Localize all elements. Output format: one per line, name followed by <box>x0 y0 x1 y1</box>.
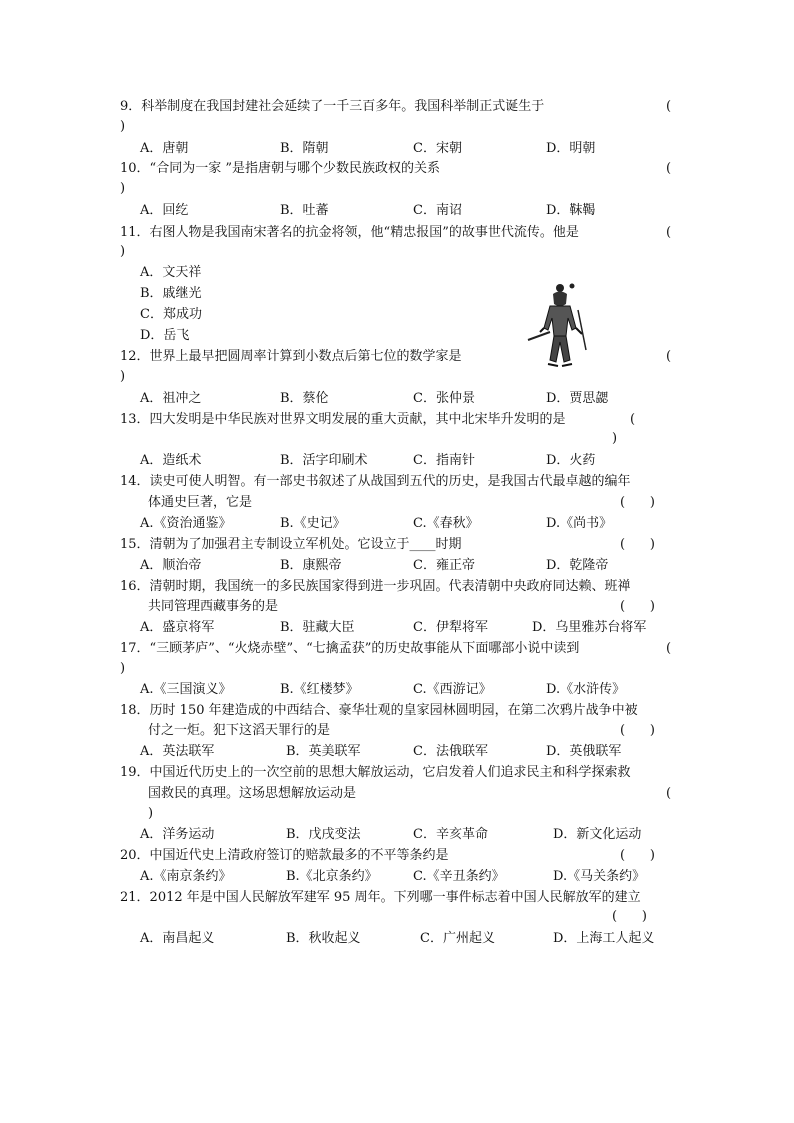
question-19-continued: 国救民的真理。这场思想解放运动是 <box>148 786 357 801</box>
answer-paren: ( ) <box>620 848 655 863</box>
question-15: 15．清朝为了加强君主专制设立军机处。它设立于____时期 <box>120 537 462 552</box>
option-b: B．活字印刷术 <box>280 453 368 468</box>
answer-paren-close: ) <box>120 119 126 134</box>
option-a: A．祖冲之 <box>140 391 202 406</box>
option-b: B．驻藏大臣 <box>280 620 355 635</box>
answer-paren-open: ( <box>666 786 672 801</box>
question-16: 16．清朝时期，我国统一的多民族国家得到进一步巩固。代表清朝中央政府同达赖、班禅 <box>120 579 631 594</box>
option-d: D．火药 <box>546 453 596 468</box>
option-a: A.《南京条约》 <box>140 869 232 884</box>
answer-paren-close: ) <box>120 661 126 676</box>
answer-paren-open: ( <box>666 641 672 656</box>
answer-paren: ( ) <box>620 495 655 510</box>
answer-paren: ( ) <box>620 723 655 738</box>
option-d: D．上海工人起义 <box>553 931 655 946</box>
answer-paren-close: ) <box>148 806 154 821</box>
question-13: 13．四大发明是中华民族对世界文明发展的重大贡献，其中北宋毕升发明的是 <box>120 412 566 427</box>
option-c: C．郑成功 <box>140 307 202 322</box>
option-a: A．洋务运动 <box>140 827 215 842</box>
option-c: C．广州起义 <box>420 931 495 946</box>
question-16-continued: 共同管理西藏事务的是 <box>148 599 279 614</box>
answer-paren-open: ( <box>666 99 672 114</box>
question-11: 11．右图人物是我国南宋著名的抗金将领，他“精忠报国”的故事世代流传。他是 <box>120 225 579 240</box>
option-b: B．戊戌变法 <box>286 827 361 842</box>
option-a: A．南昌起义 <box>140 931 215 946</box>
option-c: C.《辛丑条约》 <box>413 869 505 884</box>
answer-paren-close: ) <box>120 181 126 196</box>
answer-paren-close: ) <box>120 369 126 384</box>
option-d: D．乾隆帝 <box>546 558 609 573</box>
answer-paren-open: ( <box>630 412 636 427</box>
answer-paren-close: ) <box>612 431 618 446</box>
option-b: B．秋收起义 <box>286 931 361 946</box>
option-d: D.《水浒传》 <box>546 682 626 697</box>
option-a: A．文天祥 <box>140 265 202 280</box>
option-c: C.《春秋》 <box>413 516 479 531</box>
option-b: B．隋朝 <box>280 141 329 156</box>
answer-paren-open: ( <box>666 161 672 176</box>
answer-paren-close: ) <box>120 244 126 259</box>
option-d: D．靺鞨 <box>546 203 596 218</box>
option-b: B.《史记》 <box>280 516 346 531</box>
option-b: B．康熙帝 <box>280 558 342 573</box>
option-a: A．唐朝 <box>140 141 189 156</box>
option-b: B．戚继光 <box>140 286 202 301</box>
answer-paren: ( ) <box>612 909 647 924</box>
option-a: A．回纥 <box>140 203 189 218</box>
answer-paren-open: ( <box>666 225 672 240</box>
option-d: D．岳飞 <box>140 328 190 343</box>
option-d: D.《尚书》 <box>546 516 613 531</box>
option-d: D．乌里雅苏台将军 <box>532 620 647 635</box>
question-18: 18．历时 150 年建造成的中西结合、豪华壮观的皇家园林圆明园，在第二次鸦片战争中被 <box>120 703 638 718</box>
option-a: A．盛京将军 <box>140 620 215 635</box>
option-c: C．宋朝 <box>413 141 462 156</box>
option-b: B.《红楼梦》 <box>280 682 359 697</box>
option-b: B．蔡伦 <box>280 391 329 406</box>
option-b: B．英美联军 <box>286 744 361 759</box>
option-d: D．英俄联军 <box>546 744 622 759</box>
option-c: C．雍正帝 <box>413 558 475 573</box>
question-9: 9．科举制度在我国封建社会延续了一千三百多年。我国科举制正式诞生于 <box>120 99 545 114</box>
option-c: C．辛亥革命 <box>413 827 488 842</box>
question-21: 21．2012 年是中国人民解放军建军 95 周年。下列哪一事件标志着中国人民解放军的建立 <box>120 890 641 905</box>
option-a: A．造纸术 <box>140 453 202 468</box>
option-c: C．南诏 <box>413 203 462 218</box>
option-a: A．英法联军 <box>140 744 215 759</box>
option-c: C．法俄联军 <box>413 744 488 759</box>
question-14: 14．读史可使人明智。有一部史书叙述了从战国到五代的历史，是我国古代最卓越的编年 <box>120 474 631 489</box>
option-d: D．新文化运动 <box>553 827 642 842</box>
option-c: C．指南针 <box>413 453 475 468</box>
question-10: 10．“合同为一家 ”是指唐朝与哪个少数民族政权的关系 <box>120 161 440 176</box>
question-19: 19．中国近代历史上的一次空前的思想大解放运动，它启发着人们追求民主和科学探索救 <box>120 765 631 780</box>
option-c: C.《西游记》 <box>413 682 492 697</box>
general-figure-illustration <box>520 280 598 370</box>
question-18-continued: 付之一炬。犯下这滔天罪行的是 <box>148 723 331 738</box>
question-12: 12．世界上最早把圆周率计算到小数点后第七位的数学家是 <box>120 349 462 364</box>
question-14-continued: 体通史巨著，它是 <box>148 495 253 510</box>
option-a: A．顺治帝 <box>140 558 202 573</box>
option-a: A.《三国演义》 <box>140 682 232 697</box>
question-20: 20．中国近代史上清政府签订的赔款最多的不平等条约是 <box>120 848 449 863</box>
option-d: D．明朝 <box>546 141 596 156</box>
option-d: D．贾思勰 <box>546 391 609 406</box>
option-c: C．伊犁将军 <box>413 620 488 635</box>
option-a: A.《资治通鉴》 <box>140 516 232 531</box>
option-b: B.《北京条约》 <box>286 869 378 884</box>
answer-paren: ( ) <box>620 599 655 614</box>
option-c: C．张仲景 <box>413 391 475 406</box>
question-17: 17．“三顾茅庐”、“火烧赤壁”、“七擒孟获”的历史故事能从下面哪部小说中读到 <box>120 641 580 656</box>
answer-paren: ( ) <box>620 537 655 552</box>
option-d: D.《马关条约》 <box>553 869 646 884</box>
answer-paren-open: ( <box>666 349 672 364</box>
option-b: B．吐蕃 <box>280 203 329 218</box>
